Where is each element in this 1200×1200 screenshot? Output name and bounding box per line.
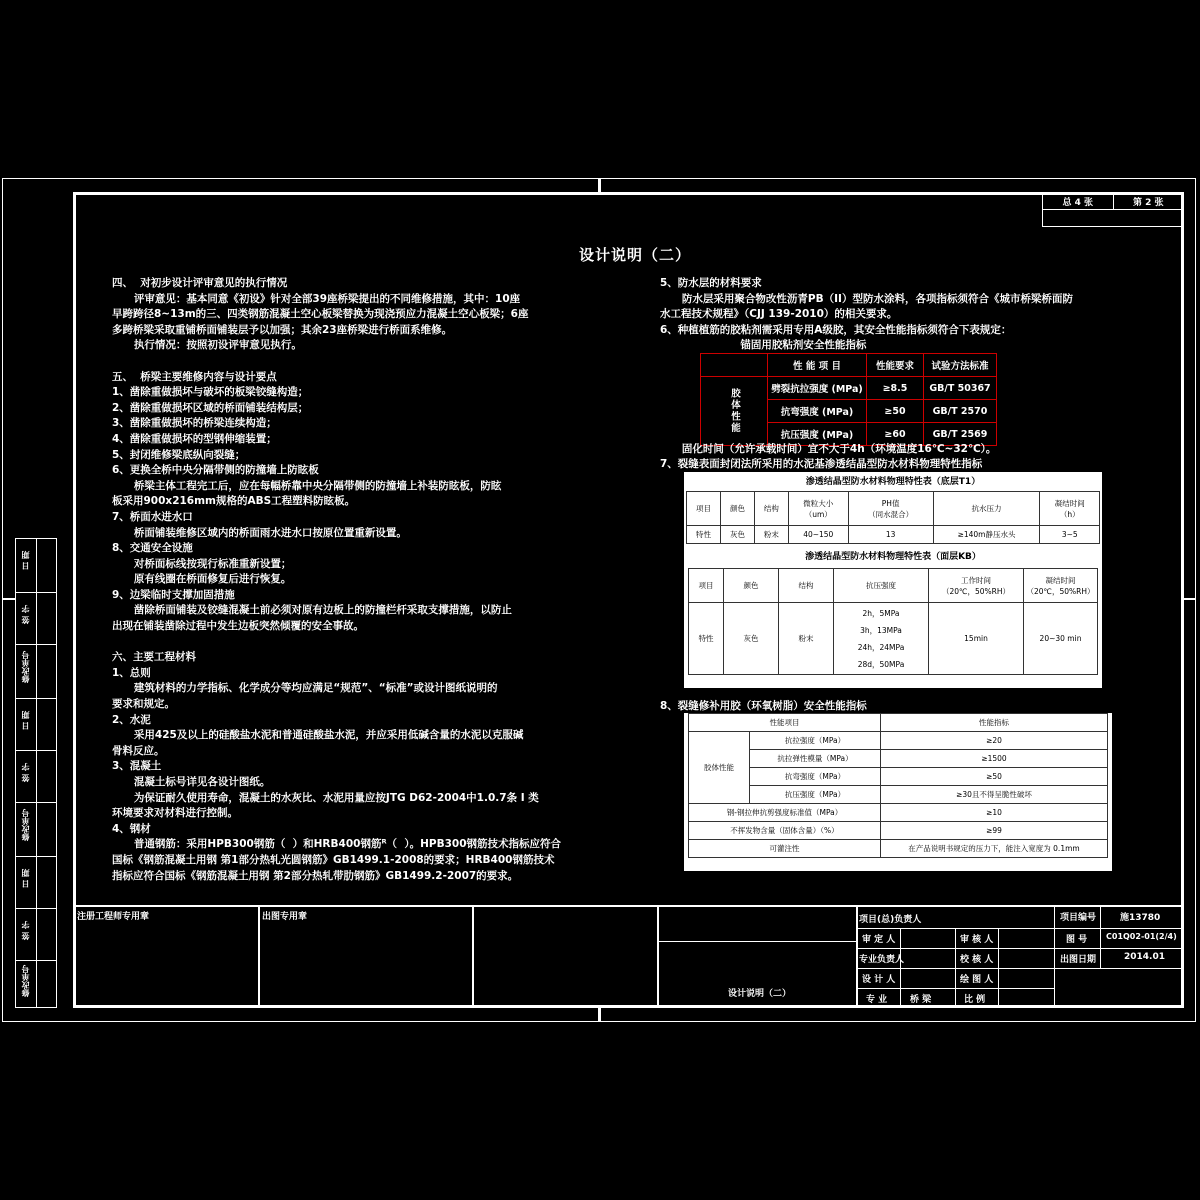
side-label: 修改单号 — [21, 809, 30, 841]
project-number: 施13780 — [1120, 913, 1161, 923]
curing-time-line: 固化时间（允许承载时间）宜不大于4h（环境温度16℃~32℃）。 — [660, 443, 997, 455]
titleblock-vline — [955, 928, 956, 1008]
t4-cell: 不挥发物含量（固体含量）（%） — [689, 822, 881, 840]
adhesive-safety-table — [700, 353, 997, 446]
text-line: 5、防水层的材料要求 — [660, 277, 762, 289]
t4-cell: 可灌注性 — [689, 840, 881, 858]
t2-header: 结构 — [754, 492, 788, 526]
t2-cell: 13 — [848, 526, 933, 544]
t2-cell: 40~150 — [788, 526, 848, 544]
text-line: 环境要求对材料进行控制。 — [112, 807, 238, 820]
titleblock-vline — [900, 928, 901, 1008]
t1-cell: 劈裂抗拉强度 (MPa) — [768, 377, 867, 400]
approver-label: 审 定 人 — [862, 935, 896, 945]
text-line: 6、种植植筋的胶粘剂需采用专用A级胶，其安全性能指标须符合下表规定： — [660, 323, 1012, 336]
right-column-text — [660, 276, 1073, 354]
text-line: 4、钢材 — [112, 822, 151, 835]
text-line: 3、混凝土 — [112, 760, 162, 773]
t3-cell: 粉末 — [779, 603, 834, 675]
text-line: 建筑材料的力学指标、化学成分等均应满足“规范”、“标准”或设计图纸说明的 — [112, 682, 498, 695]
text-line: 9、边梁临时支撑加固措施 — [112, 588, 235, 601]
t2-cell: ≥140m静压水头 — [933, 526, 1040, 544]
discipline-label: 专 业 — [866, 995, 888, 1005]
text-line: 1、凿除重做损坏与破坏的板梁铰缝构造； — [112, 386, 309, 399]
text-line — [112, 635, 561, 651]
designer-label: 设 计 人 — [862, 975, 896, 985]
side-cell — [16, 593, 56, 645]
table4 — [688, 713, 1108, 858]
text-line: 原有线圈在桥面修复后进行恢复。 — [112, 573, 292, 586]
center-mark-top — [598, 178, 601, 192]
issue-seal-label: 出图专用章 — [262, 912, 308, 922]
t1-header: 试验方法标准 — [924, 354, 997, 377]
t4-cell: ≥50 — [881, 768, 1108, 786]
text-line: 要求和规定。 — [112, 698, 175, 711]
table3-title: 渗透结晶型防水材料物理特性表（面层KB） — [805, 552, 981, 562]
drawing-number: C01Q02-01(2/4) — [1106, 932, 1177, 941]
t4-cell: 钢-钢拉伸抗剪强度标准值（MPa） — [689, 804, 881, 822]
center-mark-right — [1184, 598, 1196, 600]
side-cell — [16, 751, 56, 803]
t1-cell: 抗弯强度 (MPa) — [768, 400, 867, 423]
side-label: 日 期 — [21, 551, 30, 570]
text-line: 国标《钢筋混凝土用钢 第1部分热轧光圆钢筋》GB1499.1-2008的要求；HRB400钢筋技术 — [112, 853, 555, 866]
t3-header: 抗压强度 — [834, 569, 929, 603]
t3-cell: 特性 — [689, 603, 724, 675]
t1-cell: ≥8.5 — [867, 377, 924, 400]
t4-group: 胶体性能 — [689, 732, 750, 804]
text-line: 桥梁主体工程完工后，应在每幅桥靠中央分隔带侧的防撞墙上补装防眩板，防眩 — [112, 479, 502, 492]
side-cell — [16, 539, 56, 593]
t4-cell: ≥30且不得呈脆性破坏 — [881, 786, 1108, 804]
t4-cell: 抗拉弹性模量（MPa） — [750, 750, 881, 768]
text-line: 骨料反应。 — [112, 744, 165, 757]
t4-header: 性能指标 — [881, 714, 1108, 732]
item8-heading: 8、裂缝修补用胶（环氧树脂）安全性能指标 — [660, 700, 867, 712]
t4-cell: ≥10 — [881, 804, 1108, 822]
left-column-text — [112, 276, 561, 884]
text-line: 2、水泥 — [112, 713, 151, 726]
t1-header: 性 能 项 目 — [768, 354, 867, 377]
side-label: 签 字 — [21, 605, 30, 624]
t4-cell: 在产品说明书规定的压力下，能注入宽度为 0.1mm — [881, 840, 1108, 858]
scale-label: 比 例 — [964, 995, 986, 1005]
side-cell — [16, 909, 56, 961]
table3 — [688, 568, 1098, 675]
side-cell — [16, 857, 56, 909]
titleblock-vline — [1100, 905, 1101, 968]
t3-header: 凝结时间 （20℃，50%RH） — [1024, 569, 1098, 603]
t2-header: PH值 （同水混合） — [848, 492, 933, 526]
t3-header: 工作时间 （20℃，50%RH） — [929, 569, 1024, 603]
t3-header: 结构 — [779, 569, 834, 603]
t1-cell: ≥60 — [867, 423, 924, 446]
item7-heading: 7、裂缝表面封闭法所采用的水泥基渗透结晶型防水材料物理特性指标 — [660, 458, 983, 470]
text-line: 1、总则 — [112, 666, 151, 679]
discipline-value: 桥 梁 — [910, 995, 932, 1005]
text-line: 对桥面标线按现行标准重新设置； — [112, 557, 292, 570]
text-line: 3、凿除重做损坏的桥梁连续构造； — [112, 417, 277, 430]
t4-cell: 抗拉强度（MPa） — [750, 732, 881, 750]
t2-cell: 特性 — [687, 526, 721, 544]
titleblock-divider — [856, 905, 858, 1008]
text-line: 7、桥面水进水口 — [112, 510, 193, 523]
checker-label: 校 核 人 — [960, 955, 994, 965]
text-line: 锚固用胶粘剂安全性能指标 — [660, 339, 867, 352]
text-line: 四、 对初步设计评审意见的执行情况 — [112, 277, 288, 289]
waterproof-material-panel — [684, 472, 1102, 688]
t3-cell: 15min — [929, 603, 1024, 675]
text-line: 采用425及以上的硅酸盐水泥和普通硅酸盐水泥，并应采用低碱含量的水泥以克服碱 — [112, 729, 524, 742]
project-number-label: 项目编号 — [1060, 913, 1097, 923]
page-title: 设计说明（二） — [578, 246, 691, 264]
titleblock-divider — [472, 905, 474, 1008]
t3-header: 颜色 — [724, 569, 779, 603]
text-line: 板采用900x216mm规格的ABS工程塑料防眩板。 — [112, 495, 356, 508]
t1-cell: 抗压强度 (MPa) — [768, 423, 867, 446]
text-line — [112, 354, 561, 370]
table2-title: 渗透结晶型防水材料物理特性表（底层T1） — [805, 477, 981, 487]
titleblock-hline — [657, 941, 857, 942]
side-cell — [16, 961, 56, 1007]
epoxy-table-panel — [684, 713, 1112, 871]
table2 — [686, 491, 1100, 544]
registered-engineer-seal-label: 注册工程师专用章 — [77, 912, 150, 922]
titleblock-divider — [1054, 905, 1055, 1008]
t2-cell: 粉末 — [754, 526, 788, 544]
text-line: 为保证耐久使用寿命，混凝土的水灰比、水泥用量应按JTG D62-2004中1.0.7条 I 类 — [112, 791, 539, 804]
sheet-number-box — [1042, 192, 1184, 210]
sheet-total: 总 4 张 — [1062, 197, 1094, 208]
t4-cell: ≥20 — [881, 732, 1108, 750]
text-line: 8、交通安全设施 — [112, 542, 193, 555]
t4-cell: ≥99 — [881, 822, 1108, 840]
project-leader-label: 项目(总)负责人 — [859, 915, 922, 925]
center-mark-left — [2, 598, 16, 600]
text-line: 五、 桥梁主要维修内容与设计要点 — [112, 370, 277, 383]
discipline-leader-label: 专业负责人 — [859, 955, 905, 965]
t4-cell: 抗弯强度（MPa） — [750, 768, 881, 786]
t3-cell: 20~30 min — [1024, 603, 1098, 675]
text-line: 桥面铺装维修区域内的桥面雨水进水口按原位置重新设置。 — [112, 526, 407, 539]
drafter-label: 绘 图 人 — [960, 975, 994, 985]
titleblock-divider — [258, 905, 260, 1008]
text-line: 多跨桥梁采取重铺桥面铺装层予以加强；其余23座桥梁进行桥面系维修。 — [112, 323, 453, 336]
drawing-name: 设计说明（二） — [728, 989, 792, 999]
t4-cell: ≥1500 — [881, 750, 1108, 768]
text-line: 早跨跨径8~13m的三、四类钢筋混凝土空心板梁替换为现浇预应力混凝土空心板梁；6座 — [112, 308, 529, 321]
drawing-number-label: 图 号 — [1066, 935, 1088, 945]
titleblock-hline — [857, 948, 1184, 949]
side-cell — [16, 645, 56, 699]
side-label: 签 字 — [21, 921, 30, 940]
t3-cell: 灰色 — [724, 603, 779, 675]
text-line: 4、凿除重做损坏的型钢伸缩装置； — [112, 432, 277, 445]
text-line: 评审意见：基本同意《初设》针对全部39座桥梁提出的不同维修措施，其中：10座 — [112, 292, 521, 305]
text-line: 6、更换全桥中央分隔带侧的防撞墙上防眩板 — [112, 464, 319, 477]
t2-header: 凝结时间 （h） — [1040, 492, 1100, 526]
t1-cell: ≥50 — [867, 400, 924, 423]
center-mark-bottom — [598, 1008, 601, 1022]
t2-cell: 3~5 — [1040, 526, 1100, 544]
reviewer-label: 审 核 人 — [960, 935, 994, 945]
titleblock-divider — [657, 905, 659, 1008]
side-cell — [16, 699, 56, 751]
side-cell — [16, 803, 56, 857]
side-label: 修改单号 — [21, 965, 30, 997]
t3-cell: 2h，5MPa 3h，13MPa 24h，24MPa 28d，50MPa — [834, 603, 929, 675]
issue-date-label: 出图日期 — [1060, 955, 1097, 965]
t1-cell: GB/T 2570 — [924, 400, 997, 423]
text-line: 普通钢筋：采用HPB300钢筋（ ）和HRB400钢筋ᴿ（ ）。HPB300钢筋技术指标应符合 — [112, 838, 561, 851]
side-label: 签 字 — [21, 763, 30, 782]
t4-cell: 抗压强度（MPa） — [750, 786, 881, 804]
t1-cell: GB/T 2569 — [924, 423, 997, 446]
revision-strip — [15, 538, 57, 1008]
t2-header: 抗水压力 — [933, 492, 1040, 526]
t1-group: 胶体性能 — [701, 377, 768, 446]
t2-header: 颜色 — [720, 492, 754, 526]
t1-header: 性能要求 — [867, 354, 924, 377]
text-line: 出现在铺装凿除过程中发生边板突然倾覆的安全事故。 — [112, 620, 364, 633]
t2-cell: 灰色 — [720, 526, 754, 544]
t1-cell: GB/T 50367 — [924, 377, 997, 400]
titleblock-top-line — [73, 905, 1184, 907]
side-label: 日 期 — [21, 711, 30, 730]
text-line: 水工程技术规程》（CJJ 139-2010）的相关要求。 — [660, 308, 898, 321]
text-line: 2、凿除重做损坏区域的桥面铺装结构层； — [112, 401, 309, 414]
sheet-page: 第 2 张 — [1113, 193, 1184, 209]
issue-date: 2014.01 — [1124, 952, 1165, 962]
titleblock-hline — [857, 968, 1184, 969]
t4-header: 性能项目 — [689, 714, 881, 732]
text-line: 5、封闭维修梁底纵向裂缝； — [112, 448, 246, 461]
text-line: 执行情况：按照初设评审意见执行。 — [112, 339, 302, 352]
titleblock-hline — [857, 928, 1184, 929]
sheet-box-lower — [1042, 210, 1184, 227]
side-label: 修改单号 — [21, 651, 30, 683]
text-line: 混凝土标号详见各设计图纸。 — [112, 776, 271, 788]
t2-header: 微粒大小 （um） — [788, 492, 848, 526]
titleblock-vline — [998, 928, 999, 1008]
side-label: 日 期 — [21, 869, 30, 888]
text-line: 六、主要工程材料 — [112, 651, 196, 664]
text-line: 防水层采用聚合物改性沥青PB（II）型防水涂料，各项指标须符合《城市桥梁桥面防 — [660, 292, 1073, 305]
t3-header: 项目 — [689, 569, 724, 603]
t2-header: 项目 — [687, 492, 721, 526]
text-line: 指标应符合国标《钢筋混凝土用钢 第2部分热轧带肋钢筋》GB1499.2-2007的要求。 — [112, 869, 519, 882]
text-line: 凿除桥面铺装及铰缝混凝土前必须对原有边板上的防撞栏杆采取支撑措施，以防止 — [112, 604, 512, 617]
